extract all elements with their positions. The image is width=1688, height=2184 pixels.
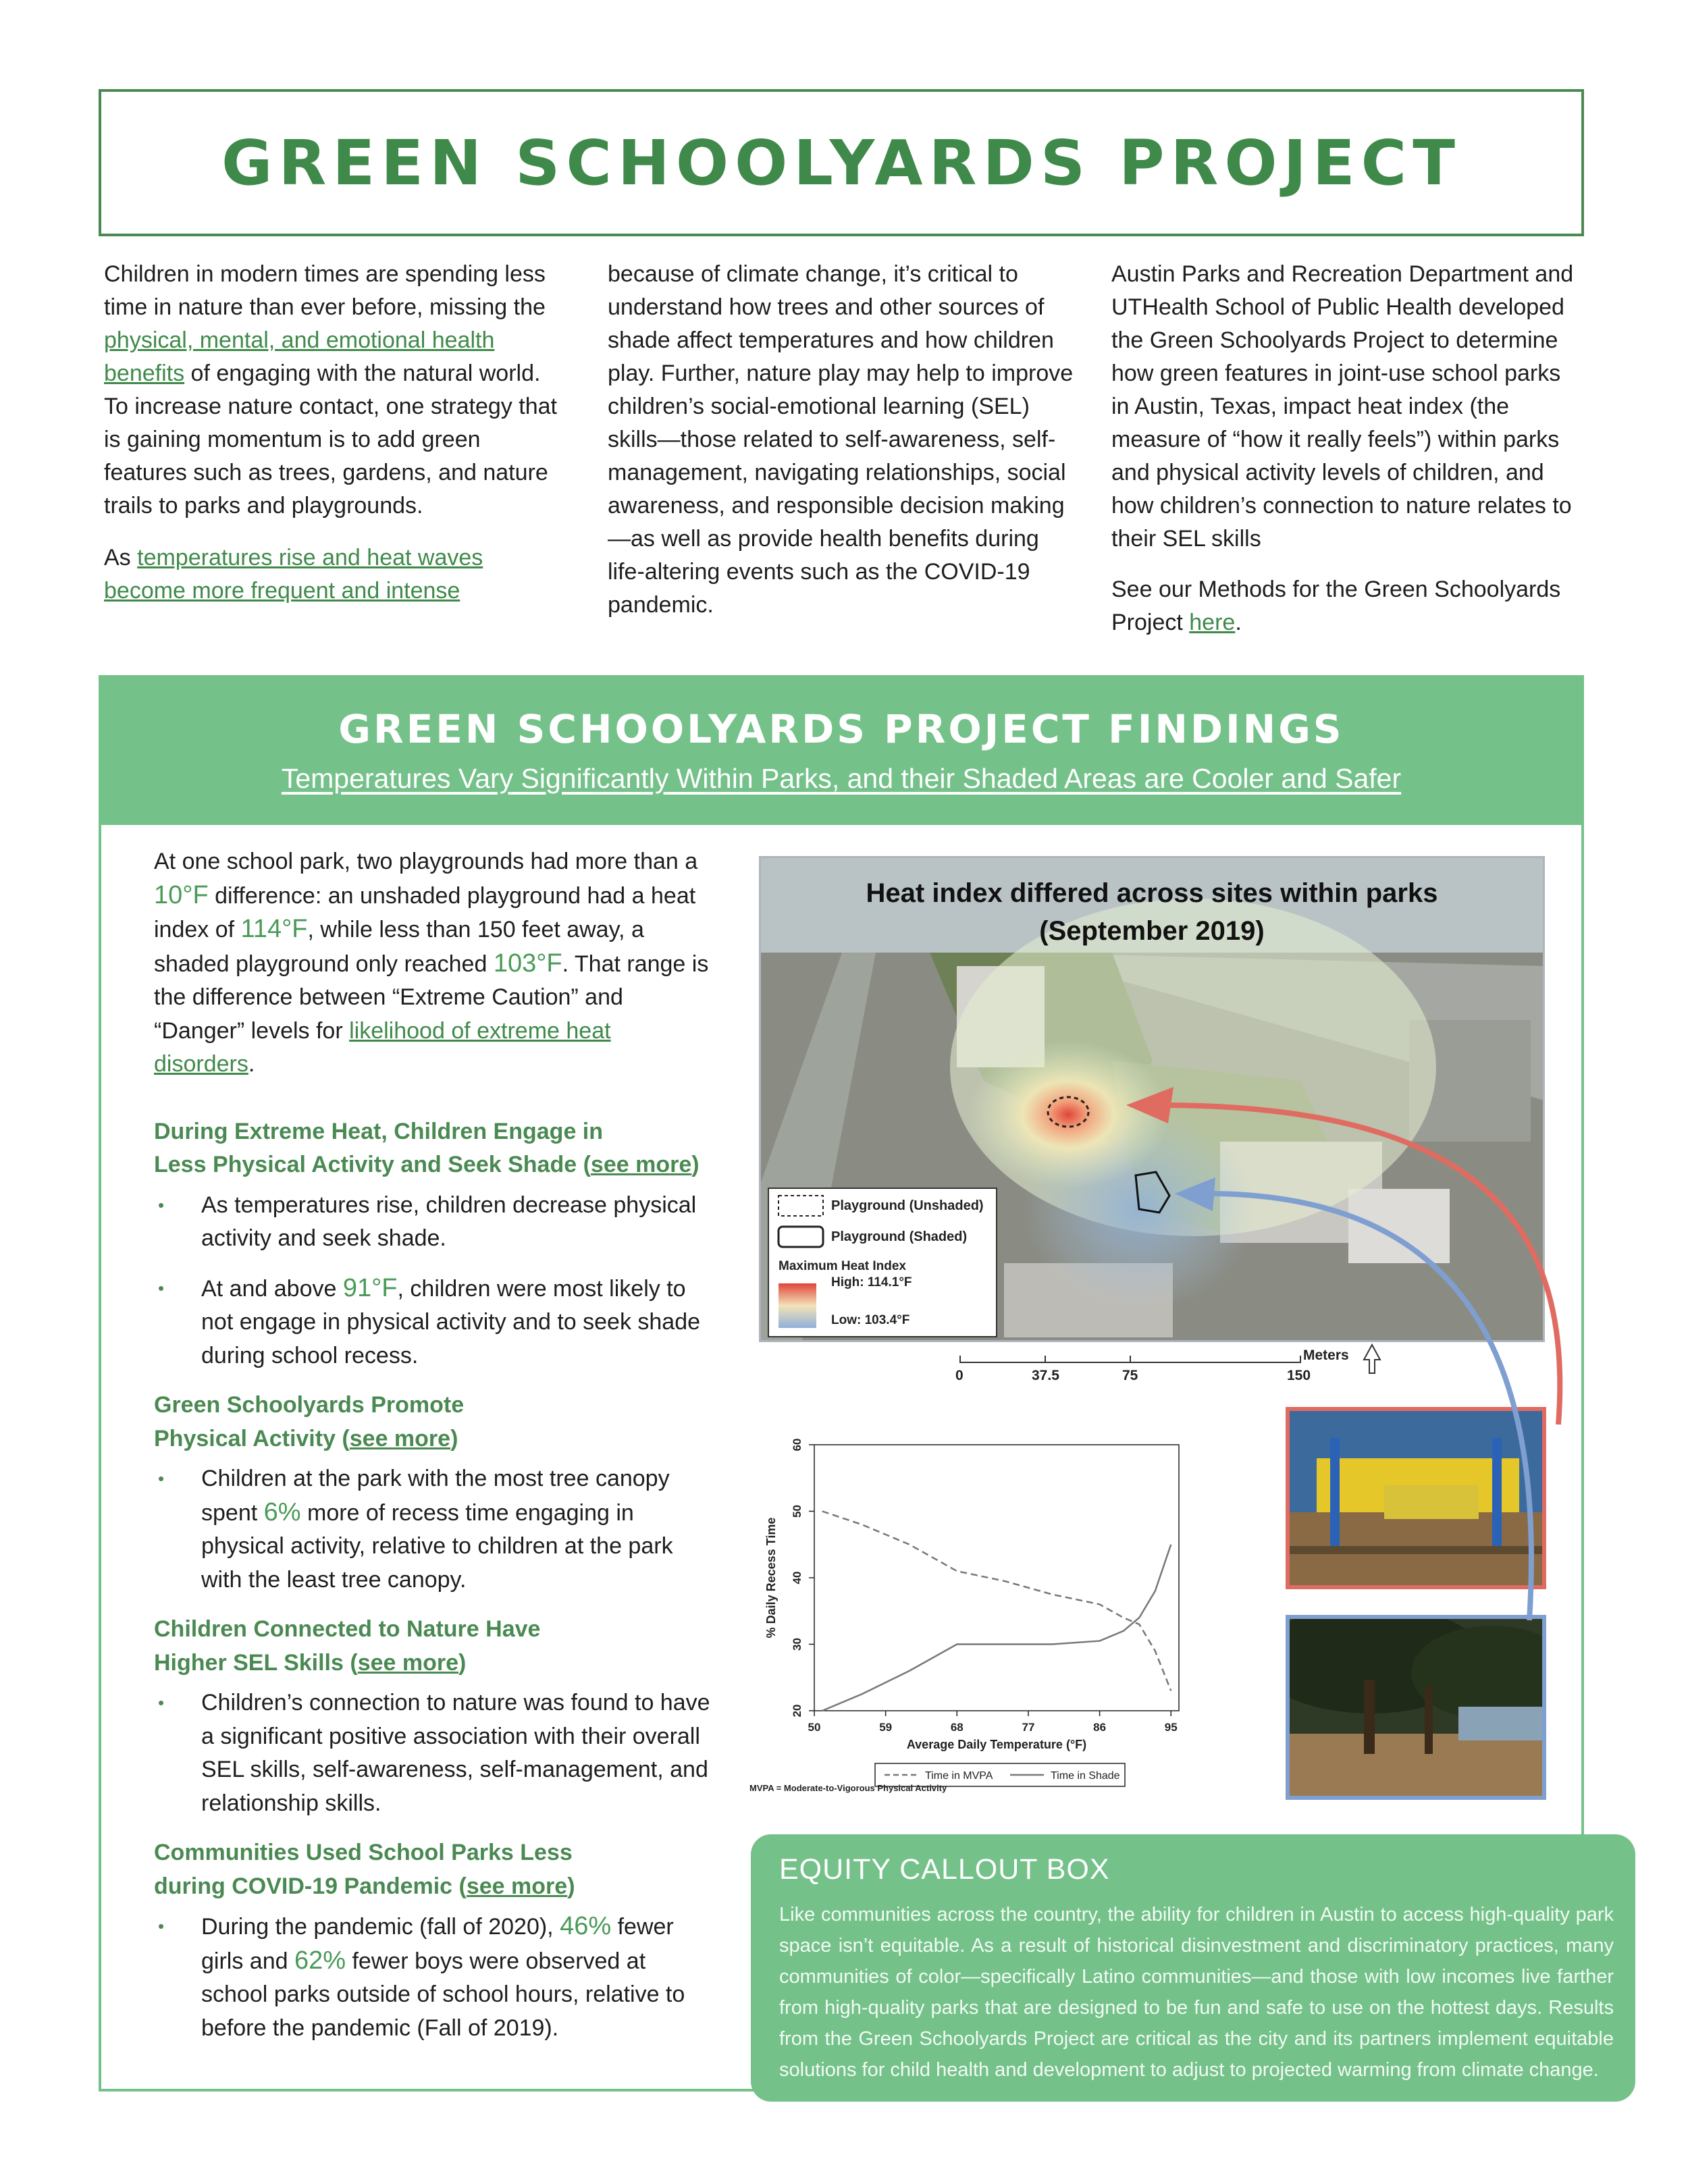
intro-column-3 (1111, 258, 1577, 657)
legend-entry: Time in Shade (1051, 1770, 1120, 1782)
scale-tick-label: 150 (1287, 1368, 1311, 1383)
map-title (761, 874, 1543, 950)
text: during COVID-19 Pandemic ( (154, 1873, 467, 1899)
equity-callout-box (751, 1834, 1635, 2102)
heat-disorders-link[interactable]: likelihood of extreme heat disorders (154, 1017, 611, 1077)
y-tick-label: 20 (791, 1704, 803, 1717)
highlight-number: 91°F (342, 1273, 398, 1302)
intro-column-1 (104, 258, 563, 625)
map-title-line: (September 2019) (1039, 916, 1265, 946)
heading-line (154, 1422, 714, 1456)
heading-line (154, 1148, 714, 1182)
text: Children’s connection to nature was found to have a significant positive association with their overall SEL skills, self-awareness, self-management, and relationship skills. (201, 1690, 710, 1816)
list-item (154, 1462, 714, 1597)
lead-paragraph (154, 845, 714, 1082)
chart-footnote: MVPA = Moderate-to-Vigorous Physical Activity (749, 1783, 947, 1793)
findings-subtitle-link[interactable]: Temperatures Vary Significantly Within Parks, and their Shaded Areas are Cooler and Safer (281, 763, 1402, 794)
highlight-number: 46% (560, 1912, 612, 1940)
text: ) (567, 1873, 575, 1899)
text: , children were most likely to not engage in physical activity and to seek shade during school recess. (201, 1275, 701, 1368)
legend-entry: Time in MVPA (925, 1770, 993, 1782)
title-box (99, 89, 1584, 236)
highlight-number: 10°F (154, 880, 209, 909)
x-tick-label: 59 (879, 1721, 893, 1734)
bullet-icon: • (158, 1194, 165, 1215)
intro-column-2 (608, 258, 1074, 639)
heading-line (154, 1647, 714, 1680)
scale-tick-label: 0 (955, 1368, 964, 1383)
list-item (154, 1686, 714, 1820)
scale-tick-label: 37.5 (1032, 1368, 1059, 1383)
section-heading (154, 1389, 714, 1456)
line-chart (749, 1424, 1256, 1803)
x-tick-label: 77 (1022, 1721, 1035, 1734)
section-heading (154, 1836, 714, 1903)
text: Physical Activity ( (154, 1425, 350, 1451)
text: Less Physical Activity and Seek Shade ( (154, 1152, 591, 1177)
text: As temperatures rise, children decrease physical activity and seek shade. (201, 1192, 697, 1251)
heat-waves-link[interactable]: temperatures rise and heat waves become more frequent and intense (104, 545, 483, 604)
unshaded-swatch (779, 1196, 823, 1216)
x-tick-label: 86 (1093, 1721, 1107, 1734)
list-item (154, 1272, 714, 1373)
heading-line: Children Connected to Nature Have (154, 1616, 541, 1642)
temperature-activity-chart (749, 1424, 1256, 1803)
text: ) (691, 1152, 700, 1177)
shaded-swatch (779, 1227, 823, 1247)
text: difference: an unshaded playground had a heat index of (154, 882, 696, 942)
findings-banner (99, 675, 1584, 825)
unshaded-playground-photo (1286, 1407, 1546, 1589)
text: . That range is the difference between “Extreme Caution” and “Danger” levels for (154, 951, 709, 1044)
text: ) (450, 1425, 458, 1451)
intro-paragraph: because of climate change, it’s critical to understand how trees and other sources of shade affect temperatures and how children play. Further, nature play may help to improve children’s social-emotional learning (SEL) skills—those related to self-awareness, self-management, navigating relationships, social awareness, and responsible decision making—as well as provide health benefits during life-altering events such as the COVID-19 pandemic. (608, 261, 1074, 618)
shaded-playground-photo (1286, 1615, 1546, 1800)
text: During the pandemic (fall of 2020), (201, 1914, 560, 1940)
tree-shade-image (1290, 1619, 1542, 1796)
heading-line: Communities Used School Parks Less (154, 1840, 573, 1865)
y-tick-label: 40 (791, 1571, 803, 1584)
legend-low-label: Low: 103.4°F (831, 1313, 910, 1327)
text: . (248, 1051, 255, 1077)
heading-line: During Extreme Heat, Children Engage in (154, 1118, 604, 1144)
highlight-number: 62% (294, 1946, 346, 1975)
text: At one school park, two playgrounds had more than a (154, 849, 698, 874)
text: Higher SEL Skills ( (154, 1649, 358, 1676)
text: . (1235, 610, 1242, 635)
text: See our Methods for the Green Schoolyards Project (1111, 577, 1561, 635)
see-more-link[interactable]: see more (590, 1152, 692, 1177)
intro-paragraph (104, 258, 563, 523)
highlight-number: 6% (263, 1497, 301, 1526)
text: At and above (201, 1275, 343, 1302)
text: fewer girls and (201, 1914, 674, 1974)
text: of engaging with the natural world. To increase nature contact, one strategy that is gaining momentum is to add green features such as trees, gardens, and nature trails to parks and playgrounds. (104, 361, 557, 518)
health-benefits-link[interactable]: physical, mental, and emotional health benefits (104, 327, 495, 386)
text: As (104, 545, 138, 570)
legend-max-label: Maximum Heat Index (779, 1259, 906, 1273)
list-item (154, 1910, 714, 2045)
equity-title: EQUITY CALLOUT BOX (779, 1853, 1110, 1886)
y-tick-label: 50 (791, 1505, 803, 1518)
plot-frame (814, 1445, 1179, 1711)
bullet-icon: • (158, 1277, 165, 1298)
highlight-number: 114°F (240, 915, 308, 943)
bullet-icon: • (158, 1693, 165, 1713)
text: fewer boys were observed at school parks outside of school hours, relative to before the pandemic (Fall of 2019). (201, 1948, 685, 2041)
see-more-link[interactable]: see more (466, 1873, 568, 1899)
text: more of recess time engaging in physical activity, relative to children at the park with the least tree canopy. (201, 1499, 673, 1593)
highlight-number: 103°F (493, 949, 562, 978)
findings-title: GREEN SCHOOLYARDS PROJECT FINDINGS (338, 706, 1344, 752)
x-tick-label: 50 (808, 1721, 821, 1734)
x-tick-label: 68 (950, 1721, 964, 1734)
see-more-link[interactable]: see more (349, 1425, 451, 1451)
x-axis-label: Average Daily Temperature (°F) (906, 1738, 1087, 1751)
intro-paragraph: Austin Parks and Recreation Department and UTHealth School of Public Health developed the Green Schoolyards Project to determine how green features in joint-use school parks in Austin, Texas, impact heat index (the measure of “how it really feels”) within parks and physical activity levels of children, and how children’s connection to nature relates to their SEL skills (1111, 261, 1574, 552)
legend-unshaded-label: Playground (Unshaded) (831, 1198, 984, 1213)
bullet-icon: • (158, 1468, 165, 1489)
see-more-link[interactable]: see more (357, 1649, 459, 1676)
equity-body: Like communities across the country, the ability for children in Austin to access high-quality park space isn’t equitable. As a result of historical disinvestment and discriminatory practices, many communities of color—specifically Latino communities—and those with low incomes live farther from high-quality parks that are designed to be fun and safe to use on the hottest days. Results from the Green Schoolyards Project are critical as the city and its partners implement equitable solutions for child health and development to adjust to projected warming from climate change. (779, 1904, 1614, 2081)
text: , while less than 150 feet away, a shaded playground only reached (154, 917, 644, 977)
heading-line: Green Schoolyards Promote (154, 1392, 465, 1418)
list-item (154, 1189, 714, 1256)
y-tick-label: 30 (791, 1638, 803, 1651)
findings-text-column (154, 845, 714, 2061)
north-arrow-icon (1359, 1342, 1386, 1376)
scale-tick-label: 75 (1122, 1368, 1138, 1383)
methods-here-link[interactable]: here (1189, 610, 1236, 635)
heat-ramp-swatch (779, 1283, 816, 1328)
x-tick-label: 95 (1164, 1721, 1178, 1734)
text: Children in modern times are spending less time in nature than ever before, missing the (104, 261, 546, 320)
legend-high-label: High: 114.1°F (831, 1275, 912, 1289)
scale-unit-label: Meters (1303, 1348, 1349, 1363)
section-heading (154, 1613, 714, 1680)
page-title: GREEN SCHOOLYARDS PROJECT (221, 126, 1461, 199)
bullet-icon: • (158, 1916, 165, 1936)
map-legend (768, 1188, 997, 1337)
playground-image (1290, 1411, 1542, 1585)
text: ) (458, 1649, 467, 1676)
legend-shaded-label: Playground (Shaded) (831, 1229, 968, 1244)
intro-paragraph (1111, 573, 1577, 639)
y-tick-label: 60 (791, 1438, 803, 1451)
map-scale-bar (945, 1343, 1349, 1397)
intro-paragraph (104, 541, 563, 608)
map-title-line: Heat index differed across sites within parks (866, 878, 1438, 908)
section-heading (154, 1115, 714, 1182)
heading-line (154, 1870, 714, 1904)
heat-index-map (759, 856, 1545, 1342)
text: Children at the park with the most tree canopy spent (201, 1466, 670, 1526)
y-axis-label: % Daily Recess Time (764, 1517, 778, 1639)
